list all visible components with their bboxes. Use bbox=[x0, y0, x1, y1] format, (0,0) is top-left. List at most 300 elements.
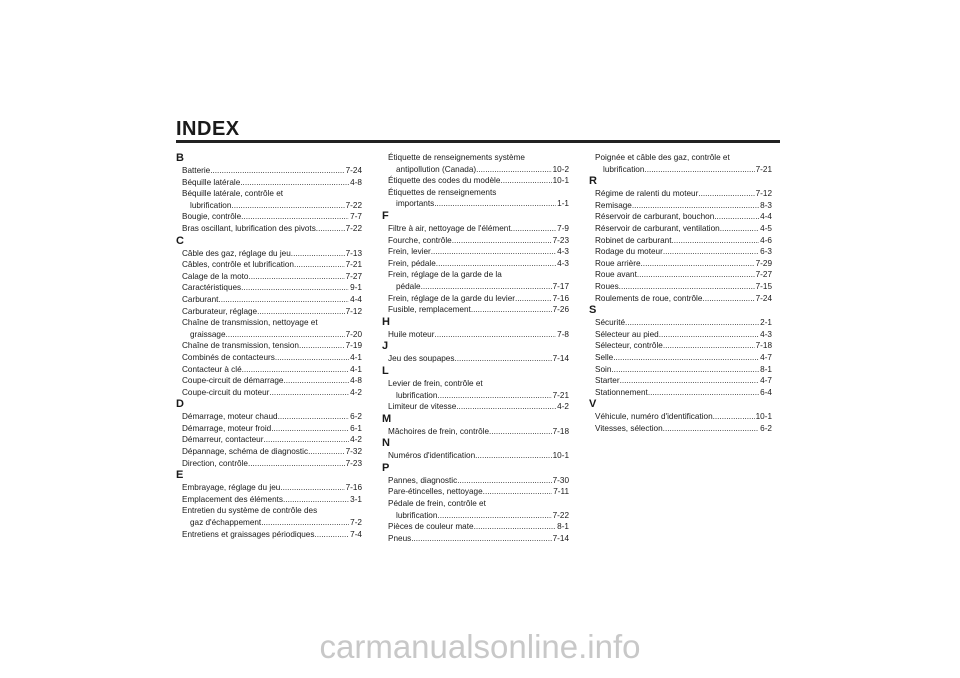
index-entry bbox=[589, 235, 772, 247]
dot-leader bbox=[437, 390, 551, 402]
dot-leader bbox=[452, 235, 552, 247]
entry-text: Coupe-circuit de démarrage bbox=[182, 376, 284, 386]
index-entry bbox=[382, 198, 569, 210]
entry-text: Réservoir de carburant, bouchon bbox=[595, 212, 715, 222]
index-section bbox=[382, 152, 569, 210]
dot-leader bbox=[476, 164, 552, 176]
entry-page: 10-1 bbox=[755, 412, 772, 422]
index-entry bbox=[589, 423, 772, 435]
entry-text: Starter bbox=[595, 376, 620, 386]
entry-text: Démarrage, moteur chaud bbox=[182, 412, 278, 422]
index-entry bbox=[176, 458, 362, 470]
entry-text: Pare-étincelles, nettoyage bbox=[388, 487, 483, 497]
index-entry bbox=[382, 235, 569, 247]
entry-text: Pneus bbox=[388, 533, 412, 543]
dot-leader bbox=[261, 517, 349, 529]
dot-leader bbox=[644, 164, 754, 176]
entry-page: 7-21 bbox=[755, 164, 772, 174]
dot-leader bbox=[637, 269, 755, 281]
dot-leader bbox=[240, 177, 349, 189]
index-entry bbox=[589, 258, 772, 270]
dot-leader bbox=[474, 521, 557, 533]
entry-text: Entretiens et graissages périodiques bbox=[182, 529, 315, 539]
entry-text: Frein, levier bbox=[388, 247, 431, 257]
dot-leader bbox=[271, 423, 349, 435]
entry-page: 4-1 bbox=[350, 352, 362, 362]
entry-text: Sélecteur au pied bbox=[595, 329, 659, 339]
entry-text: Chaîne de transmission, tension bbox=[182, 341, 299, 351]
entry-page: 7-23 bbox=[345, 458, 362, 468]
index-entry-heading: Étiquettes de renseignements bbox=[388, 187, 497, 197]
entry-page: 7-21 bbox=[345, 260, 362, 270]
entry-page: 4-4 bbox=[350, 294, 362, 304]
index-entry bbox=[176, 200, 362, 212]
index-column-2 bbox=[382, 152, 569, 544]
entry-text: importants bbox=[396, 199, 435, 209]
section-letter: C bbox=[176, 234, 184, 247]
entry-page: 1-1 bbox=[557, 199, 569, 209]
dot-leader bbox=[625, 317, 759, 329]
index-section bbox=[176, 152, 362, 235]
entry-page: 6-2 bbox=[350, 412, 362, 422]
entry-text: Mâchoires de frein, contrôle bbox=[388, 426, 490, 436]
index-entry bbox=[589, 188, 772, 200]
entry-page: 4-6 bbox=[760, 235, 772, 245]
entry-page: 10-2 bbox=[552, 164, 569, 174]
entry-page: 7-17 bbox=[552, 281, 569, 291]
index-entry bbox=[589, 293, 772, 305]
entry-page: 7-20 bbox=[345, 329, 362, 339]
entry-text: Pièces de couleur mate bbox=[388, 522, 474, 532]
index-entry bbox=[176, 423, 362, 435]
entry-page: 3-1 bbox=[350, 494, 362, 504]
dot-leader bbox=[515, 293, 552, 305]
dot-leader bbox=[434, 198, 556, 210]
entry-page: 7-7 bbox=[350, 212, 362, 222]
index-entry bbox=[382, 293, 569, 305]
index-entry bbox=[176, 494, 362, 506]
entry-text: Remisage bbox=[595, 200, 632, 210]
index-entry-heading: Étiquette de renseignements système bbox=[388, 153, 525, 162]
index-entry bbox=[176, 364, 362, 376]
section-letter: F bbox=[382, 209, 389, 222]
index-entry bbox=[382, 390, 569, 402]
entry-text: Fourche, contrôle bbox=[388, 235, 452, 245]
index-section bbox=[176, 469, 362, 540]
index-entry bbox=[382, 401, 569, 413]
entry-text: lubrification bbox=[396, 510, 438, 520]
index-entry bbox=[382, 246, 569, 258]
dot-leader bbox=[226, 329, 345, 341]
index-entry bbox=[382, 475, 569, 487]
index-column-1 bbox=[176, 152, 362, 540]
entry-page: 7-18 bbox=[552, 426, 569, 436]
entry-page: 4-3 bbox=[760, 329, 772, 339]
section-letter: E bbox=[176, 469, 184, 482]
dot-leader bbox=[663, 340, 755, 352]
dot-leader bbox=[471, 304, 552, 316]
dot-leader bbox=[210, 165, 344, 177]
entry-text: Robinet de carburant bbox=[595, 235, 672, 245]
dot-leader bbox=[659, 329, 759, 341]
entry-page: 7-9 bbox=[557, 223, 569, 233]
dot-leader bbox=[278, 411, 350, 423]
index-section bbox=[382, 413, 569, 438]
entry-page: 7-12 bbox=[755, 189, 772, 199]
entry-page: 7-19 bbox=[345, 341, 362, 351]
dot-leader bbox=[456, 401, 556, 413]
index-entry bbox=[176, 223, 362, 235]
entry-page: 4-1 bbox=[350, 364, 362, 374]
entry-text: Sécurité bbox=[595, 318, 626, 328]
entry-text: Câble des gaz, réglage du jeu bbox=[182, 248, 291, 258]
section-letter: V bbox=[589, 398, 597, 411]
index-entry bbox=[176, 340, 362, 352]
dot-leader bbox=[248, 458, 345, 470]
entry-text: Rodage du moteur bbox=[595, 247, 663, 257]
entry-text: Batterie bbox=[182, 166, 211, 175]
index-entry bbox=[176, 165, 362, 177]
entry-page: 7-26 bbox=[552, 305, 569, 315]
entry-text: graissage bbox=[190, 329, 226, 339]
index-entry-heading: Levier de frein, contrôle et bbox=[388, 378, 483, 388]
entry-page: 7-27 bbox=[755, 270, 772, 280]
dot-leader bbox=[263, 434, 349, 446]
entry-text: Roues bbox=[595, 281, 619, 291]
index-section bbox=[382, 437, 569, 462]
index-entry bbox=[382, 510, 569, 522]
dot-leader bbox=[671, 235, 759, 247]
dot-leader bbox=[457, 475, 551, 487]
index-entry bbox=[589, 223, 772, 235]
entry-page: 4-3 bbox=[557, 258, 569, 268]
entry-text: Selle bbox=[595, 352, 614, 362]
index-column-3 bbox=[589, 152, 772, 434]
dot-leader bbox=[648, 387, 759, 399]
entry-page: 8-1 bbox=[760, 364, 772, 374]
index-section bbox=[589, 398, 772, 434]
index-entry bbox=[176, 248, 362, 260]
index-entry bbox=[382, 329, 569, 341]
index-entry bbox=[382, 450, 569, 462]
index-entry bbox=[589, 364, 772, 376]
entry-text: lubrification bbox=[603, 164, 645, 174]
index-entry bbox=[589, 387, 772, 399]
section-letter: R bbox=[589, 175, 597, 188]
index-entry bbox=[382, 304, 569, 316]
index-entry bbox=[589, 375, 772, 387]
index-section bbox=[589, 152, 772, 175]
entry-text: Contacteur à clé bbox=[182, 364, 242, 374]
dot-leader bbox=[280, 482, 344, 494]
dot-leader bbox=[454, 353, 551, 365]
entry-text: Soin bbox=[595, 364, 612, 374]
index-entry bbox=[589, 200, 772, 212]
dot-leader bbox=[702, 293, 754, 305]
index-entry bbox=[382, 353, 569, 365]
dot-leader bbox=[241, 211, 349, 223]
entry-page: 8-3 bbox=[760, 200, 772, 210]
index-section bbox=[589, 304, 772, 398]
index-section bbox=[382, 210, 569, 316]
entry-page: 7-29 bbox=[755, 258, 772, 268]
entry-text: Carburant bbox=[182, 294, 219, 304]
index-entry bbox=[589, 246, 772, 258]
dot-leader bbox=[431, 246, 556, 258]
entry-page: 7-32 bbox=[345, 447, 362, 457]
entry-text: Bras oscillant, lubrification des pivots bbox=[182, 223, 316, 233]
index-entry-heading: Entretien du système de contrôle des bbox=[182, 506, 318, 516]
index-entry bbox=[382, 164, 569, 176]
index-entry bbox=[176, 529, 362, 541]
dot-leader bbox=[620, 375, 760, 387]
entry-page: 7-16 bbox=[552, 293, 569, 303]
index-entry bbox=[176, 446, 362, 458]
dot-leader bbox=[248, 271, 344, 283]
dot-leader bbox=[641, 258, 755, 270]
entry-page: 4-3 bbox=[557, 247, 569, 257]
entry-page: 10-1 bbox=[552, 451, 569, 461]
index-entry bbox=[382, 533, 569, 545]
index-entry-heading: Poignée et câble des gaz, contrôle et bbox=[595, 153, 730, 162]
index-entry bbox=[589, 269, 772, 281]
watermark-text: carmanualsonline.info bbox=[319, 628, 641, 665]
entry-text: lubrification bbox=[190, 200, 232, 210]
index-entry bbox=[382, 223, 569, 235]
entry-text: Roue avant bbox=[595, 270, 637, 280]
section-letter: H bbox=[382, 315, 390, 328]
entry-text: Numéros d'identification bbox=[388, 451, 476, 461]
section-letter: B bbox=[176, 152, 184, 164]
entry-page: 6-1 bbox=[350, 423, 362, 433]
index-section bbox=[382, 462, 569, 545]
dot-leader bbox=[698, 188, 754, 200]
index-entry bbox=[589, 164, 772, 176]
index-entry bbox=[176, 306, 362, 318]
index-entry bbox=[382, 258, 569, 270]
entry-text: Vitesses, sélection bbox=[595, 423, 663, 433]
entry-text: Véhicule, numéro d'identification bbox=[595, 412, 713, 422]
index-section bbox=[176, 398, 362, 469]
dot-leader bbox=[511, 223, 557, 235]
index-entry bbox=[382, 281, 569, 293]
entry-page: 7-24 bbox=[345, 166, 362, 175]
entry-page: 8-1 bbox=[557, 522, 569, 532]
entry-text: gaz d'échappement bbox=[190, 518, 262, 528]
index-entry bbox=[176, 387, 362, 399]
entry-text: Frein, pédale bbox=[388, 258, 436, 268]
entry-page: 7-22 bbox=[552, 510, 569, 520]
entry-text: Roue arrière bbox=[595, 258, 641, 268]
entry-page: 7-18 bbox=[755, 341, 772, 351]
index-entry-heading: Pédale de frein, contrôle et bbox=[388, 499, 486, 509]
entry-text: Stationnement bbox=[595, 387, 648, 397]
entry-text: Coupe-circuit du moteur bbox=[182, 387, 270, 397]
dot-leader bbox=[713, 411, 755, 423]
index-entry bbox=[176, 411, 362, 423]
entry-page: 4-7 bbox=[760, 376, 772, 386]
entry-page: 4-7 bbox=[760, 352, 772, 362]
entry-page: 7-14 bbox=[552, 354, 569, 364]
dot-leader bbox=[619, 281, 755, 293]
dot-leader bbox=[231, 200, 344, 212]
dot-leader bbox=[436, 258, 556, 270]
dot-leader bbox=[275, 352, 349, 364]
entry-text: Jeu des soupapes bbox=[388, 354, 455, 364]
dot-leader bbox=[283, 375, 349, 387]
entry-text: Régime de ralenti du moteur bbox=[595, 189, 699, 199]
dot-leader bbox=[308, 446, 345, 458]
index-section bbox=[382, 365, 569, 413]
dot-leader bbox=[257, 306, 345, 318]
entry-text: Emplacement des éléments bbox=[182, 494, 284, 504]
entry-text: Combinés de contacteurs bbox=[182, 352, 275, 362]
index-entry bbox=[382, 486, 569, 498]
index-entry-heading: Frein, réglage de la garde de la bbox=[388, 270, 502, 280]
section-letter: L bbox=[382, 364, 389, 377]
index-entry bbox=[589, 281, 772, 293]
dot-leader bbox=[218, 294, 349, 306]
dot-leader bbox=[242, 364, 350, 376]
entry-page: 7-12 bbox=[345, 306, 362, 316]
entry-text: Embrayage, réglage du jeu bbox=[182, 483, 281, 493]
entry-page: 10-1 bbox=[552, 176, 569, 186]
entry-text: Béquille latérale bbox=[182, 177, 241, 187]
entry-page: 7-2 bbox=[350, 518, 362, 528]
entry-page: 7-13 bbox=[345, 248, 362, 258]
entry-text: Roulements de roue, contrôle bbox=[595, 293, 703, 303]
entry-text: Filtre à air, nettoyage de l'élément bbox=[388, 223, 511, 233]
dot-leader bbox=[314, 529, 349, 541]
entry-text: lubrification bbox=[396, 390, 438, 400]
index-entry bbox=[176, 434, 362, 446]
index-entry bbox=[382, 426, 569, 438]
dot-leader bbox=[475, 450, 551, 462]
entry-page: 2-1 bbox=[760, 318, 772, 328]
entry-page: 4-2 bbox=[350, 387, 362, 397]
dot-leader bbox=[483, 486, 553, 498]
entry-page: 6-4 bbox=[760, 387, 772, 397]
entry-text: Bougie, contrôle bbox=[182, 212, 242, 222]
entry-text: Direction, contrôle bbox=[182, 458, 248, 468]
index-entry bbox=[176, 482, 362, 494]
dot-leader bbox=[489, 426, 552, 438]
index-entry bbox=[176, 211, 362, 223]
entry-text: Démarrage, moteur froid bbox=[182, 423, 272, 433]
dot-leader bbox=[411, 533, 551, 545]
dot-leader bbox=[316, 223, 345, 235]
entry-page: 4-2 bbox=[350, 435, 362, 445]
entry-text: Câbles, contrôle et lubrification bbox=[182, 260, 294, 270]
entry-text: Dépannage, schéma de diagnostic bbox=[182, 447, 309, 457]
index-entry bbox=[589, 329, 772, 341]
index-entry bbox=[589, 211, 772, 223]
entry-page: 4-8 bbox=[350, 177, 362, 187]
index-entry bbox=[176, 352, 362, 364]
entry-page: 7-16 bbox=[345, 483, 362, 493]
index-entry bbox=[176, 329, 362, 341]
entry-page: 4-5 bbox=[760, 223, 772, 233]
entry-page: 4-8 bbox=[350, 376, 362, 386]
index-entry bbox=[176, 271, 362, 283]
entry-page: 7-30 bbox=[552, 475, 569, 485]
entry-page: 7-27 bbox=[345, 271, 362, 281]
index-entry bbox=[589, 352, 772, 364]
entry-page: 7-4 bbox=[350, 529, 362, 539]
dot-leader bbox=[421, 281, 552, 293]
entry-page: 7-22 bbox=[345, 200, 362, 210]
entry-text: Sélecteur, contrôle bbox=[595, 341, 663, 351]
dot-leader bbox=[611, 364, 759, 376]
entry-page: 7-24 bbox=[755, 293, 772, 303]
dot-leader bbox=[714, 211, 759, 223]
index-entry bbox=[382, 175, 569, 187]
index-entry bbox=[382, 521, 569, 533]
entry-text: Pannes, diagnostic bbox=[388, 475, 458, 485]
entry-text: Limiteur de vitesse bbox=[388, 402, 457, 412]
entry-page: 7-14 bbox=[552, 533, 569, 543]
entry-text: Caractéristiques bbox=[182, 283, 242, 293]
section-letter: P bbox=[382, 461, 390, 474]
index-section bbox=[589, 175, 772, 304]
index-entry bbox=[176, 177, 362, 189]
index-entry bbox=[176, 375, 362, 387]
dot-leader bbox=[663, 246, 759, 258]
entry-page: 6-2 bbox=[760, 423, 772, 433]
entry-text: pédale bbox=[396, 281, 421, 291]
entry-text: Calage de la moto bbox=[182, 271, 249, 281]
section-letter: D bbox=[176, 398, 184, 411]
entry-page: 7-22 bbox=[345, 223, 362, 233]
index-section bbox=[382, 316, 569, 341]
dot-leader bbox=[299, 340, 345, 352]
section-letter: M bbox=[382, 412, 392, 425]
index-entry bbox=[589, 340, 772, 352]
dot-leader bbox=[294, 259, 345, 271]
entry-page: 7-11 bbox=[553, 487, 569, 497]
entry-text: Réservoir de carburant, ventilation bbox=[595, 223, 720, 233]
entry-text: Carburateur, réglage bbox=[182, 306, 258, 316]
dot-leader bbox=[663, 423, 759, 435]
dot-leader bbox=[720, 223, 759, 235]
index-entry bbox=[176, 517, 362, 529]
index-entry bbox=[176, 294, 362, 306]
dot-leader bbox=[500, 175, 551, 187]
index-entry bbox=[176, 282, 362, 294]
dot-leader bbox=[283, 494, 349, 506]
title-rule bbox=[176, 140, 780, 143]
entry-page: 6-3 bbox=[760, 247, 772, 257]
entry-text: Démarreur, contacteur bbox=[182, 435, 264, 445]
dot-leader bbox=[434, 329, 556, 341]
index-entry bbox=[176, 259, 362, 271]
dot-leader bbox=[269, 387, 349, 399]
section-letter: S bbox=[589, 304, 597, 317]
entry-page: 4-2 bbox=[557, 402, 569, 412]
index-entry bbox=[589, 411, 772, 423]
dot-leader bbox=[241, 282, 349, 294]
index-entry bbox=[589, 317, 772, 329]
entry-text: Frein, réglage de la garde du levier bbox=[388, 293, 515, 303]
entry-page: 7-8 bbox=[557, 329, 569, 339]
dot-leader bbox=[632, 200, 759, 212]
dot-leader bbox=[613, 352, 759, 364]
section-letter: N bbox=[382, 437, 390, 450]
index-entry-heading: Chaîne de transmission, nettoyage et bbox=[182, 318, 318, 328]
entry-text: Fusible, remplacement bbox=[388, 305, 471, 315]
entry-page: 7-21 bbox=[552, 390, 569, 400]
entry-text: Étiquette des codes du modèle bbox=[388, 176, 501, 186]
